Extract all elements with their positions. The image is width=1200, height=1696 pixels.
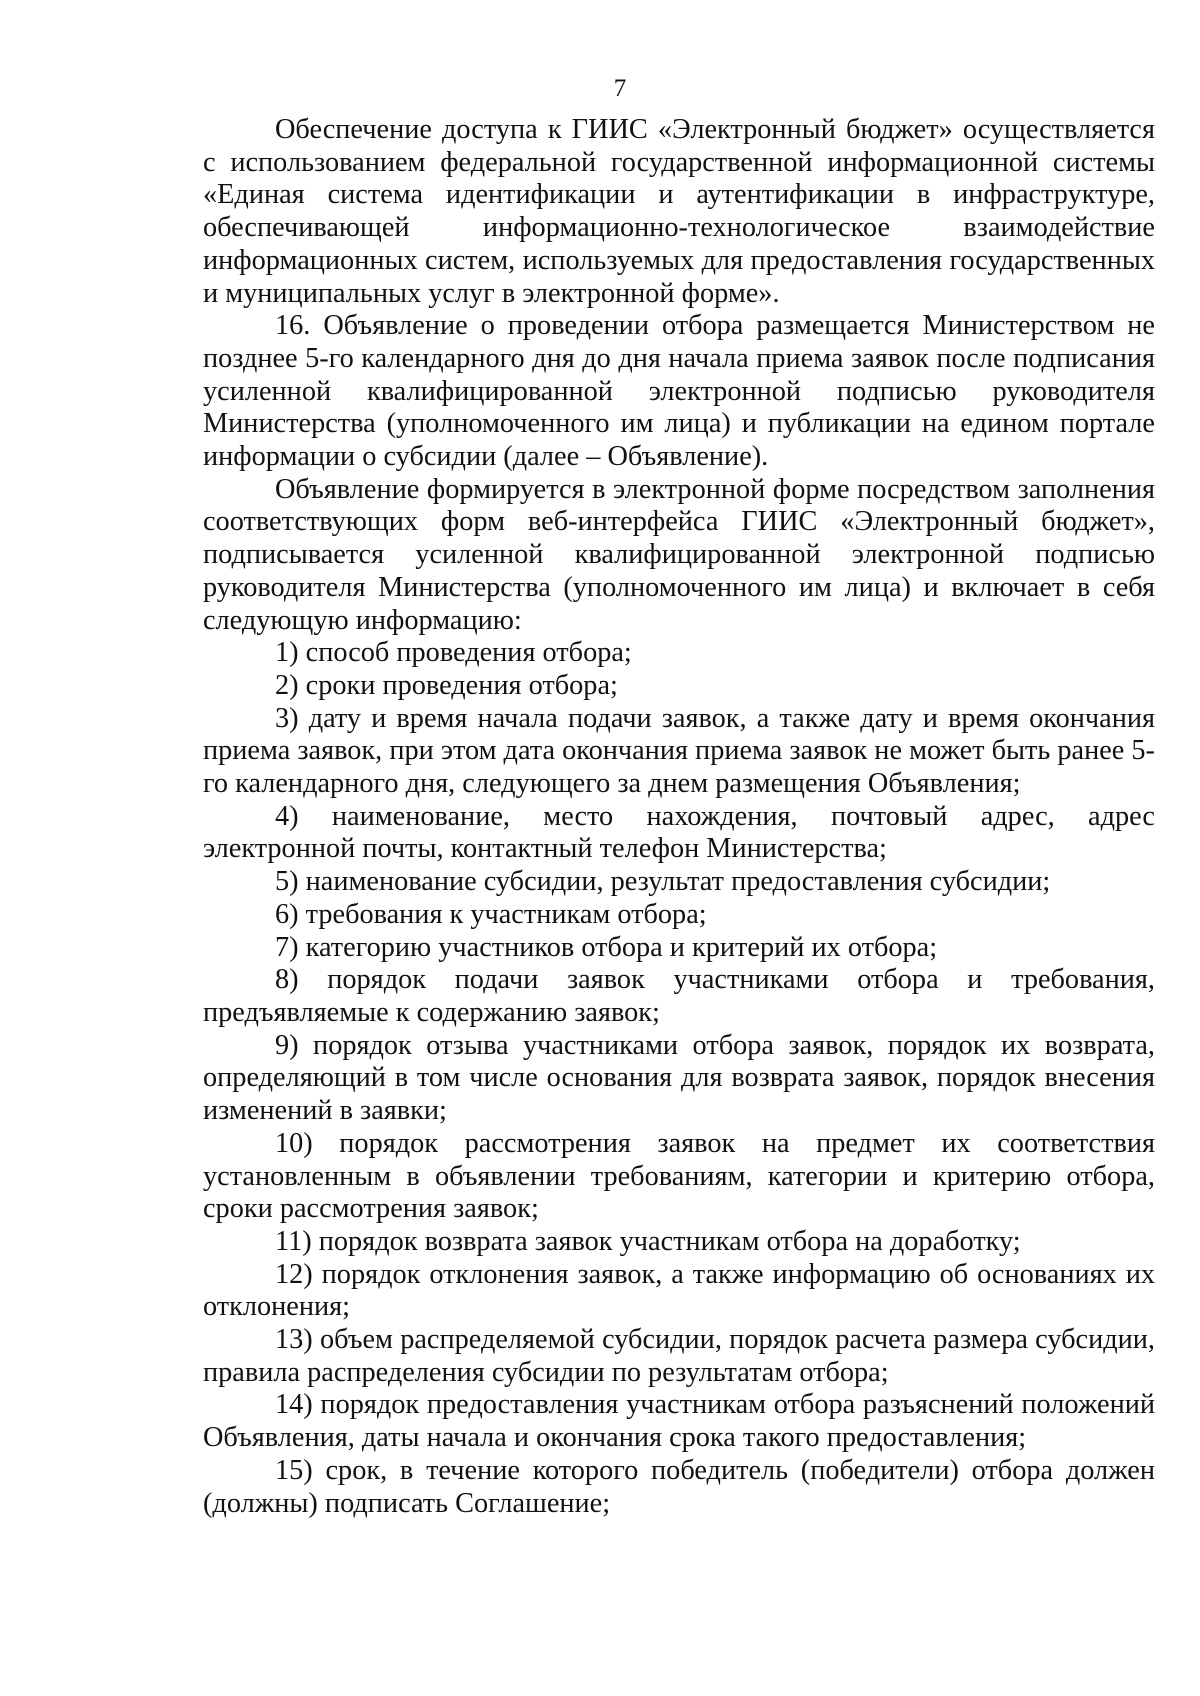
list-item-13: 13) объем распределяемой субсидии, порядок расчета размера субсидии, правила распределения субсидии по результатам отбора; [203,1324,1155,1388]
list-item-2: 2) сроки проведения отбора; [275,669,618,701]
list-item-5: 5) наименование субсидии, результат предоставления субсидии; [275,866,1051,898]
list-item-6: 6) требования к участникам отбора; [275,898,707,930]
page-number: 7 [613,75,627,102]
document-body [203,114,1155,1520]
paragraph-announcement-contents: Объявление формируется в электронной форме посредством заполнения соответствующих форм веб-интерфейса ГИИС «Электронный бюджет», подписывается усиленной квалифицированной электронной подписью руководителя Министерства (уполномоченного им лица) и включает в себя следующую информацию: [203,473,1155,636]
list-item-8: 8) порядок подачи заявок участниками отбора и требования, предъявляемые к содержанию заявок; [203,964,1155,1028]
list-item-14: 14) порядок предоставления участникам отбора разъяснений положений Объявления, даты начала и окончания срока такого предоставления; [203,1389,1155,1454]
list-item-15: 15) срок, в течение которого победитель (победители) отбора должен (должны) подписать Соглашение; [203,1454,1155,1519]
list-item-1: 1) способ проведения отбора; [275,637,632,669]
list-item-11: 11) порядок возврата заявок участникам отбора на доработку; [275,1225,1021,1257]
list-item-12: 12) порядок отклонения заявок, а также информацию об основаниях их отклонения; [203,1258,1155,1323]
paragraph-16-announcement: 16. Объявление о проведении отбора размещается Министерством не позднее 5-го календарного дня до дня начала приема заявок после подписания усиленной квалифицированной электронной подписью руководителя Министерства (уполномоченного им лица) и публикации на едином портале информации о субсидии (далее – Объявление). [203,310,1155,473]
list-item-3: 3) дату и время начала подачи заявок, а также дату и время окончания приема заявок, при этом дата окончания приема заявок не может быть ранее 5-го календарного дня, следующего за днем размещения Объявления; [203,702,1155,800]
paragraph-access-giis: Обеспечение доступа к ГИИС «Электронный бюджет» осуществляется с использованием федеральной государственной информационной системы «Единая система идентификации и аутентификации в инфраструктуре, обеспечивающей информационно-технологическое взаимодействие информационных систем, используемых для предоставления государственных и муниципальных услуг в электронной форме». [203,114,1155,309]
list-item-4: 4) наименование, место нахождения, почтовый адрес, адрес электронной почты, контактный телефон Министерства; [203,800,1155,865]
list-item-10: 10) порядок рассмотрения заявок на предмет их соответствия установленным в объявлении требованиям, категории и критерию отбора, сроки рассмотрения заявок; [203,1127,1155,1225]
list-item-7: 7) категорию участников отбора и критерий их отбора; [275,931,938,963]
list-item-9: 9) порядок отзыва участниками отбора заявок, порядок их возврата, определяющий в том числе основания для возврата заявок, порядок внесения изменений в заявки; [203,1029,1155,1127]
